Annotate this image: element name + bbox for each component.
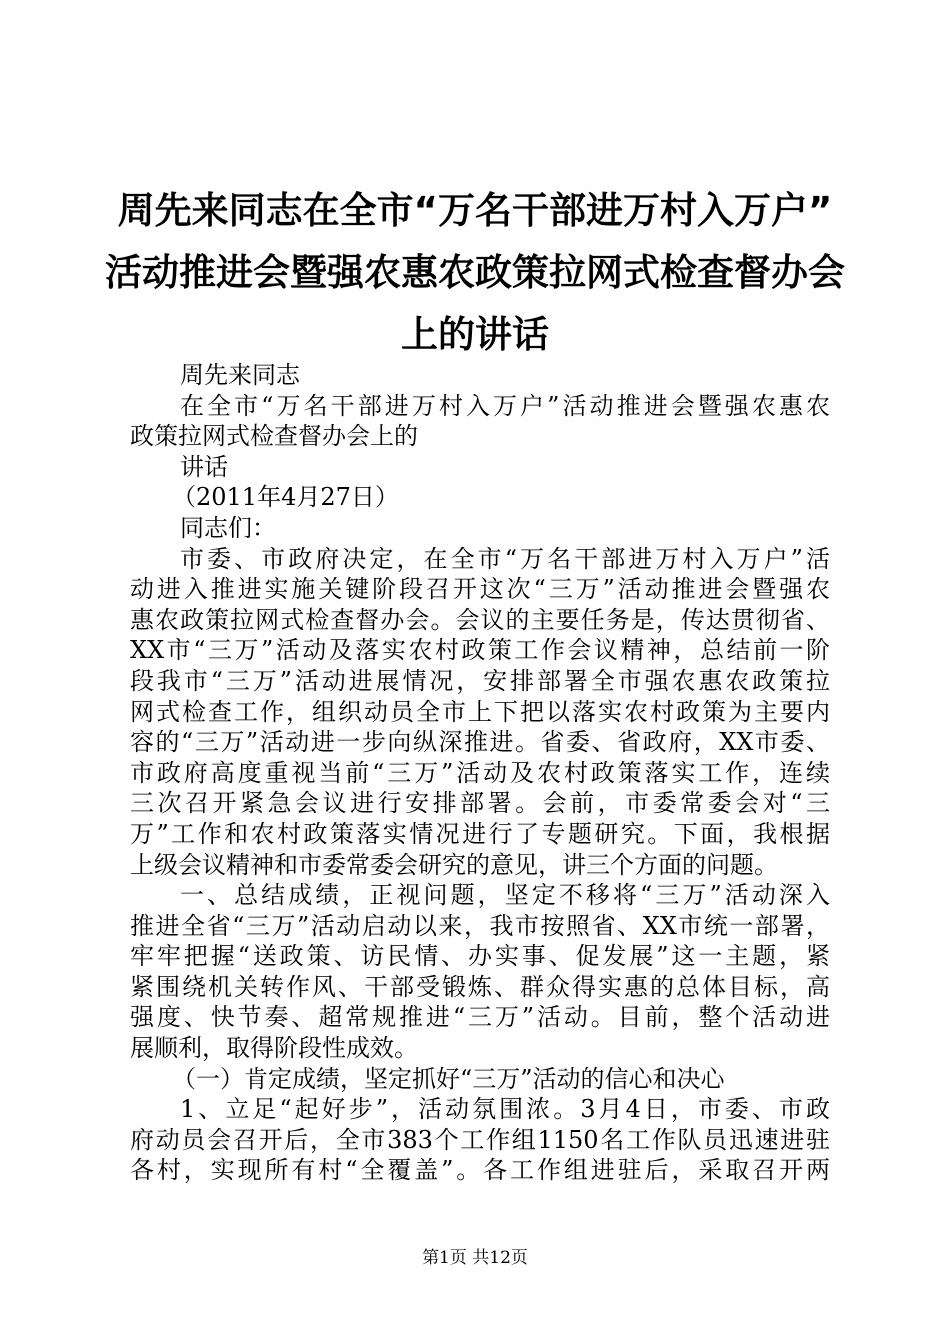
body-line: 一、总结成绩，正视问题，坚定不移将“三万”活动深入 [180,881,830,910]
body-line: 府动员会召开后，全市383个工作组1150名工作队员迅速进驻 [130,1125,830,1154]
body-line: 市委、市政府决定，在全市“万名干部进万村入万户”活 [180,544,830,573]
body-line: 上级会议精神和市委常委会研究的意见，讲三个方面的问题。 [130,850,778,879]
title-line-3: 上的讲话 [401,313,549,356]
body-line: 各村，实现所有村“全覆盖”。各工作组进驻后，采取召开两 [130,1156,830,1185]
body-line: 万”工作和农村政策落实情况进行了专题研究。下面，我根据 [130,819,830,848]
body-line: 强度、快节奏、超常规推进“三万”活动。目前，整个活动进 [130,1003,830,1032]
body-line: （2011年4月27日） [172,483,399,512]
body-line: 推进全省“三万”活动启动以来，我市按照省、XX市统一部署， [130,911,830,940]
body-line: 网式检查工作，组织动员全市上下把以落实农村政策为主要内 [130,697,830,726]
body-line: 讲话 [180,452,228,481]
body-line: （一）肯定成绩，坚定抓好“三万”活动的信心和决心 [172,1064,725,1093]
title-line-2: 活动推进会暨强农惠农政策拉网式检查督办会 [105,251,845,294]
body-line: 在全市“万名干部进万村入万户”活动推进会暨强农惠农 [180,391,830,420]
page-footer: 第1页 共12页 [422,1248,528,1268]
body-line: 容的“三万”活动进一步向纵深推进。省委、省政府，XX市委、 [130,728,830,757]
body-line: XX市“三万”活动及落实农村政策工作会议精神，总结前一阶 [130,636,830,665]
title-line-1: 周先来同志在全市“万名干部进万村入万户” [117,189,833,232]
body-line: 同志们： [180,513,276,542]
body-line: 紧围绕机关转作风、干部受锻炼、群众得实惠的总体目标，高 [130,972,830,1001]
body-line: 展顺利，取得阶段性成效。 [130,1034,418,1063]
body-line: 政策拉网式检查督办会上的 [130,422,418,451]
document-title [0,180,950,366]
body-line: 市政府高度重视当前“三万”活动及农村政策落实工作，连续 [130,758,830,787]
body-line: 1、立足“起好步”，活动氛围浓。3月4日，市委、市政 [180,1095,830,1124]
body-line: 周先来同志 [180,361,300,389]
body-line: 惠农政策拉网式检查督办会。会议的主要任务是，传达贯彻省、 [130,605,830,634]
body-line: 三次召开紧急会议进行安排部署。会前，市委常委会对“三 [130,789,830,818]
document-body [130,360,830,1186]
body-line: 动进入推进实施关键阶段召开这次“三万”活动推进会暨强农 [130,575,830,604]
body-line: 牢牢把握“送政策、访民情、办实事、促发展”这一主题，紧 [130,942,830,971]
body-line: 段我市“三万”活动进展情况，安排部署全市强农惠农政策拉 [130,666,830,695]
